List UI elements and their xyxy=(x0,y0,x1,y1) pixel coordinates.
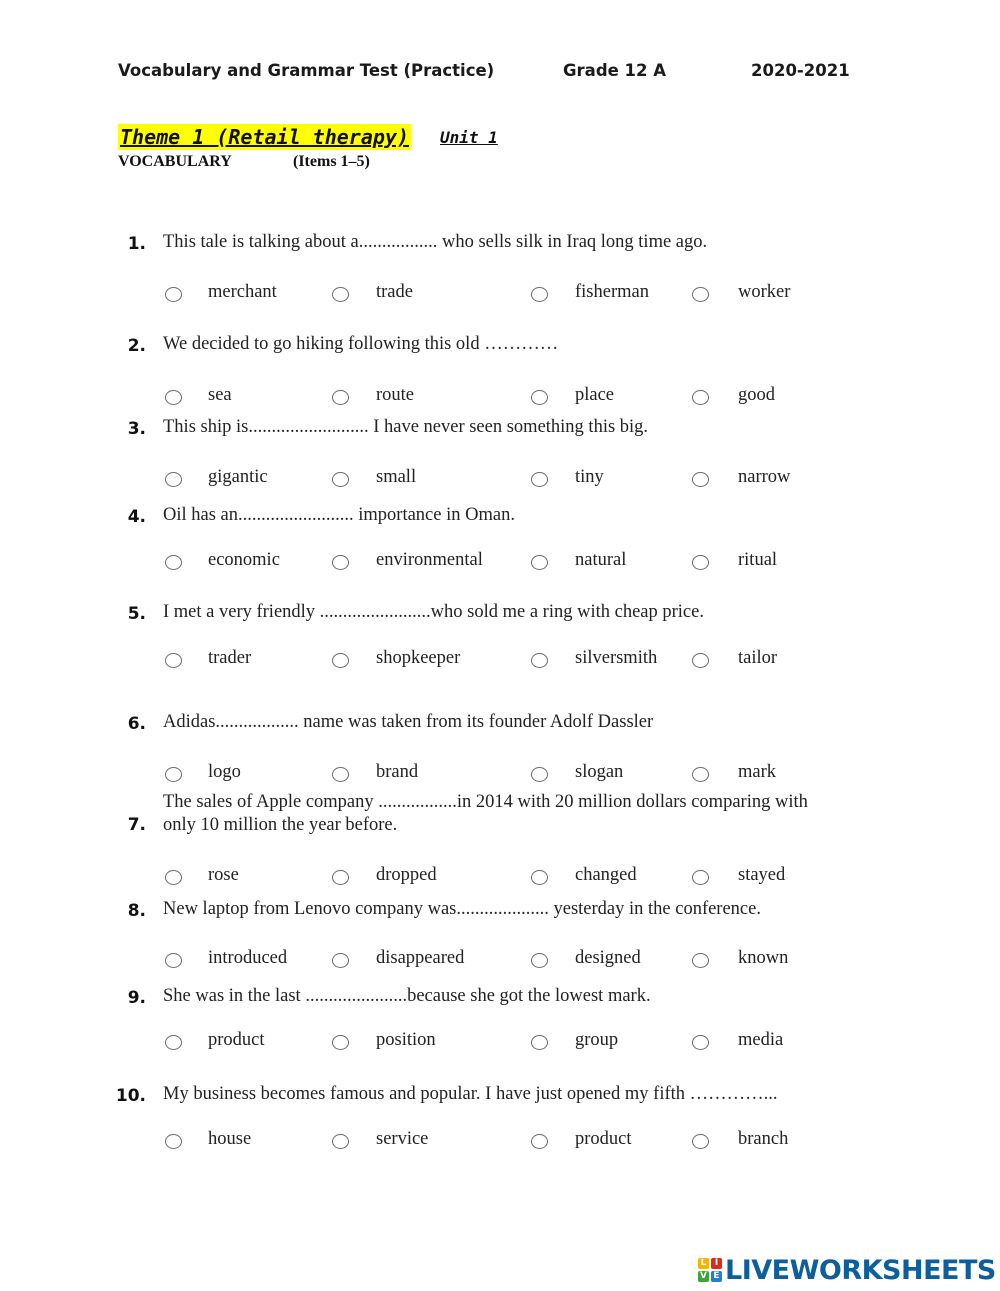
option-label[interactable]: sea xyxy=(208,385,232,405)
option-radio[interactable] xyxy=(531,1035,548,1050)
logo-tile-e: E xyxy=(711,1271,722,1282)
test-title: Vocabulary and Grammar Test (Practice) xyxy=(118,61,495,80)
option-radio[interactable] xyxy=(332,1134,349,1149)
question-number: 4. xyxy=(127,507,146,527)
option-label[interactable]: slogan xyxy=(575,762,624,782)
option-radio[interactable] xyxy=(692,287,709,302)
option-radio[interactable] xyxy=(692,555,709,570)
option-label[interactable]: stayed xyxy=(738,865,786,885)
option-label[interactable]: group xyxy=(575,1030,619,1050)
question-text: This tale is talking about a................. who sells silk in Iraq long time ago. xyxy=(163,232,708,252)
option-label[interactable]: ritual xyxy=(738,550,778,570)
question-text: New laptop from Lenovo company was.................... yesterday in the conference. xyxy=(163,899,761,919)
option-label[interactable]: environmental xyxy=(376,550,483,570)
option-radio[interactable] xyxy=(332,767,349,782)
liveworksheets-logo xyxy=(698,1255,996,1285)
question-number: 9. xyxy=(127,988,146,1008)
option-radio[interactable] xyxy=(332,653,349,668)
question-number: 2. xyxy=(127,336,146,356)
option-radio[interactable] xyxy=(165,1035,182,1050)
question-number: 3. xyxy=(127,419,146,439)
logo-tile-v: V xyxy=(698,1271,709,1282)
option-label[interactable]: narrow xyxy=(738,467,791,487)
question-text: Adidas.................. name was taken from its founder Adolf Dassler xyxy=(163,712,654,732)
option-radio[interactable] xyxy=(692,767,709,782)
question-number: 10. xyxy=(115,1086,146,1106)
question-number: 7. xyxy=(127,815,146,835)
option-radio[interactable] xyxy=(332,390,349,405)
option-label[interactable]: place xyxy=(575,385,615,405)
option-radio[interactable] xyxy=(332,287,349,302)
option-label[interactable]: changed xyxy=(575,865,637,885)
option-label[interactable]: service xyxy=(376,1129,429,1149)
question-text: We decided to go hiking following this old ………… xyxy=(163,334,559,354)
option-radio[interactable] xyxy=(531,287,548,302)
option-label[interactable]: tiny xyxy=(575,467,604,487)
option-radio[interactable] xyxy=(531,767,548,782)
logo-text: LIVEWORKSHEETS xyxy=(725,1254,996,1286)
option-radio[interactable] xyxy=(531,472,548,487)
option-radio[interactable] xyxy=(692,1134,709,1149)
option-label[interactable]: position xyxy=(376,1030,436,1050)
option-radio[interactable] xyxy=(332,870,349,885)
option-radio[interactable] xyxy=(692,1035,709,1050)
option-label[interactable]: dropped xyxy=(376,865,437,885)
grade-label: Grade 12 A xyxy=(563,61,667,80)
logo-tile-l: L xyxy=(698,1258,709,1269)
option-label[interactable]: known xyxy=(738,948,789,968)
option-label[interactable]: merchant xyxy=(208,282,277,302)
option-label[interactable]: natural xyxy=(575,550,627,570)
option-radio[interactable] xyxy=(692,472,709,487)
option-radio[interactable] xyxy=(531,1134,548,1149)
theme-title: Theme 1 (Retail therapy) xyxy=(120,125,409,149)
option-radio[interactable] xyxy=(165,870,182,885)
unit-label: Unit 1 xyxy=(440,128,498,147)
option-label[interactable]: economic xyxy=(208,550,280,570)
option-radio[interactable] xyxy=(332,472,349,487)
option-label[interactable]: good xyxy=(738,385,775,405)
option-label[interactable]: silversmith xyxy=(575,648,658,668)
option-label[interactable]: designed xyxy=(575,948,641,968)
option-label[interactable]: logo xyxy=(208,762,241,782)
option-radio[interactable] xyxy=(165,390,182,405)
option-label[interactable]: product xyxy=(575,1129,632,1149)
option-radio[interactable] xyxy=(165,555,182,570)
option-radio[interactable] xyxy=(165,653,182,668)
option-radio[interactable] xyxy=(165,953,182,968)
option-radio[interactable] xyxy=(692,870,709,885)
question-text: Oil has an......................... importance in Oman. xyxy=(163,505,515,525)
question-number: 1. xyxy=(127,234,146,254)
option-label[interactable]: worker xyxy=(738,282,791,302)
option-label[interactable]: gigantic xyxy=(208,467,268,487)
option-radio[interactable] xyxy=(531,953,548,968)
option-label[interactable]: route xyxy=(376,385,415,405)
school-year: 2020-2021 xyxy=(751,61,850,80)
option-label[interactable]: mark xyxy=(738,762,777,782)
option-radio[interactable] xyxy=(165,767,182,782)
option-radio[interactable] xyxy=(692,653,709,668)
option-radio[interactable] xyxy=(531,870,548,885)
option-radio[interactable] xyxy=(531,555,548,570)
option-label[interactable]: small xyxy=(376,467,417,487)
option-label[interactable]: house xyxy=(208,1129,252,1149)
question-text: I met a very friendly ........................who sold me a ring with cheap price. xyxy=(163,602,704,622)
question-number: 8. xyxy=(127,901,146,921)
question-text: This ship is.......................... I have never seen something this big. xyxy=(163,417,649,437)
option-label[interactable]: fisherman xyxy=(575,282,649,302)
logo-tile-i: I xyxy=(711,1258,722,1269)
question-number: 5. xyxy=(127,604,146,624)
option-radio[interactable] xyxy=(332,953,349,968)
option-label[interactable]: disappeared xyxy=(376,948,465,968)
option-label[interactable]: trader xyxy=(208,648,252,668)
option-label[interactable]: shopkeeper xyxy=(376,648,461,668)
option-radio[interactable] xyxy=(165,287,182,302)
option-label[interactable]: branch xyxy=(738,1129,789,1149)
question-text: She was in the last ......................because she got the lowest mark. xyxy=(163,986,651,1006)
question-text-continued: only 10 million the year before. xyxy=(163,815,398,835)
question-text: My business becomes famous and popular. I have just opened my fifth …………... xyxy=(163,1084,778,1104)
option-label[interactable]: tailor xyxy=(738,648,778,668)
option-radio[interactable] xyxy=(531,653,548,668)
option-label[interactable]: trade xyxy=(376,282,413,302)
option-label[interactable]: brand xyxy=(376,762,419,782)
question-text: The sales of Apple company .................in 2014 with 20 million dollars comparing with xyxy=(163,792,808,812)
option-radio[interactable] xyxy=(165,1134,182,1149)
option-label[interactable]: introduced xyxy=(208,948,288,968)
option-label[interactable]: product xyxy=(208,1030,265,1050)
section-label: VOCABULARY xyxy=(118,153,232,170)
option-radio[interactable] xyxy=(165,472,182,487)
option-radio[interactable] xyxy=(332,555,349,570)
option-label[interactable]: rose xyxy=(208,865,239,885)
option-radio[interactable] xyxy=(332,1035,349,1050)
logo-mark-icon xyxy=(698,1258,722,1282)
option-label[interactable]: media xyxy=(738,1030,784,1050)
question-number: 6. xyxy=(127,714,146,734)
option-radio[interactable] xyxy=(692,390,709,405)
section-items: (Items 1–5) xyxy=(293,153,370,170)
option-radio[interactable] xyxy=(531,390,548,405)
option-radio[interactable] xyxy=(692,953,709,968)
